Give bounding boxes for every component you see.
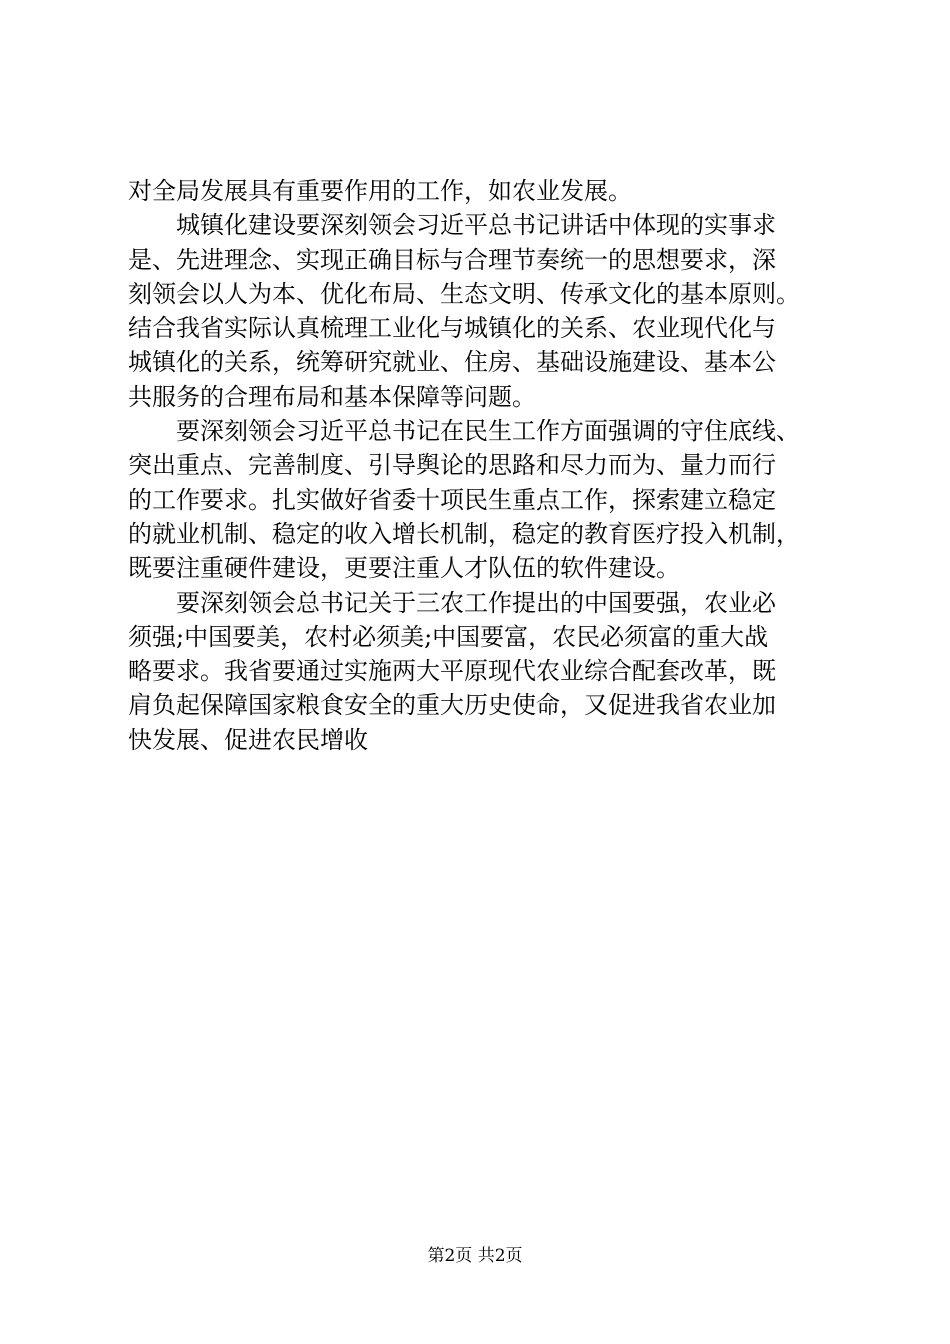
text-line: 共服务的合理布局和基本保障等问题。 [128, 382, 536, 411]
text-line: 的就业机制、稳定的收入增长机制，稳定的教育医疗投入机制， [128, 519, 800, 548]
text-line: 城镇化的关系，统筹研究就业、住房、基础设施建设、基本公 [128, 348, 776, 377]
text-line: 突出重点、完善制度、引导舆论的思路和尽力而为、量力而行 [128, 451, 776, 480]
text-line: 城镇化建设要深刻领会习近平总书记讲话中体现的实事求 [128, 211, 776, 240]
text-line: 略要求。我省要通过实施两大平原现代农业综合配套改革，既 [128, 657, 776, 686]
text-line: 肩负起保障国家粮食安全的重大历史使命，又促进我省农业加 [128, 691, 776, 720]
text-line: 既要注重硬件建设，更要注重人才队伍的软件建设。 [128, 554, 680, 583]
text-line: 要深刻领会总书记关于三农工作提出的中国要强，农业必 [128, 588, 776, 617]
text-line: 刻领会以人为本、优化布局、生态文明、传承文化的基本原则。 [128, 279, 800, 308]
page-number-footer: 第2页 共2页 [427, 1246, 523, 1266]
text-line: 对全局发展具有重要作用的工作，如农业发展。 [128, 177, 632, 205]
text-line: 要深刻领会习近平总书记在民生工作方面强调的守住底线、 [128, 417, 800, 446]
text-line: 须强;中国要美，农村必须美;中国要富，农民必须富的重大战 [128, 622, 769, 651]
body-text [128, 174, 828, 757]
text-line: 结合我省实际认真梳理工业化与城镇化的关系、农业现代化与 [128, 314, 776, 343]
text-line: 是、先进理念、实现正确目标与合理节奏统一的思想要求，深 [128, 245, 776, 274]
text-line: 的工作要求。扎实做好省委十项民生重点工作，探索建立稳定 [128, 485, 776, 514]
text-line: 快发展、促进农民增收 [128, 725, 368, 754]
